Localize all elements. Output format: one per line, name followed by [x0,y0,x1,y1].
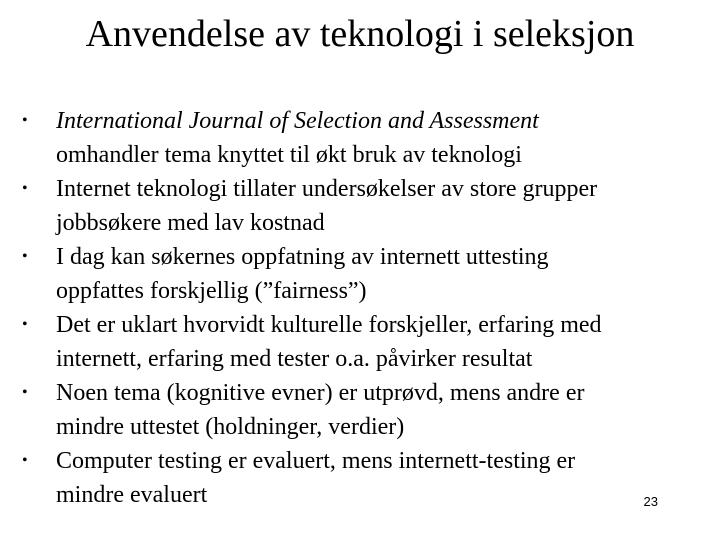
bullet-item-2 [22,172,702,240]
bullet-item-4 [22,308,702,376]
bullet-text: Det er uklart hvorvidt kulturelle forskjeller, erfaring med internett, erfaring med tester o.a. påvirker resultat [56,312,602,372]
bullet-text: I dag kan søkernes oppfatning av internett uttesting oppfattes forskjellig (”fairness”) [56,244,549,304]
bullet-icon: • [22,180,28,197]
bullet-icon: • [22,112,28,129]
bullet-icon: • [22,384,28,401]
bullet-text: Internet teknologi tillater undersøkelser av store grupper jobbsøkere med lav kostnad [56,176,598,236]
bullet-list [22,104,702,512]
bullet-icon: • [22,316,28,333]
bullet-text [56,104,702,172]
bullet-item-6 [22,444,702,512]
bullet-text: Computer testing er evaluert, mens internett-testing er mindre evaluert [56,448,576,508]
slide-title: Anvendelse av teknologi i seleksjon [85,13,635,55]
slide-number: 23 [643,494,658,509]
bullet-item-1 [22,104,702,172]
journal-title: International Journal of Selection and Assessment [56,108,539,134]
bullet-item-3 [22,240,702,308]
bullet-item-5 [22,376,702,444]
bullet-icon: • [22,452,28,469]
bullet-text-rest: omhandler tema knyttet til økt bruk av teknologi [56,142,522,168]
bullet-text: Noen tema (kognitive evner) er utprøvd, mens andre er mindre uttestet (holdninger, verdier) [56,380,585,440]
bullet-icon: • [22,248,28,265]
